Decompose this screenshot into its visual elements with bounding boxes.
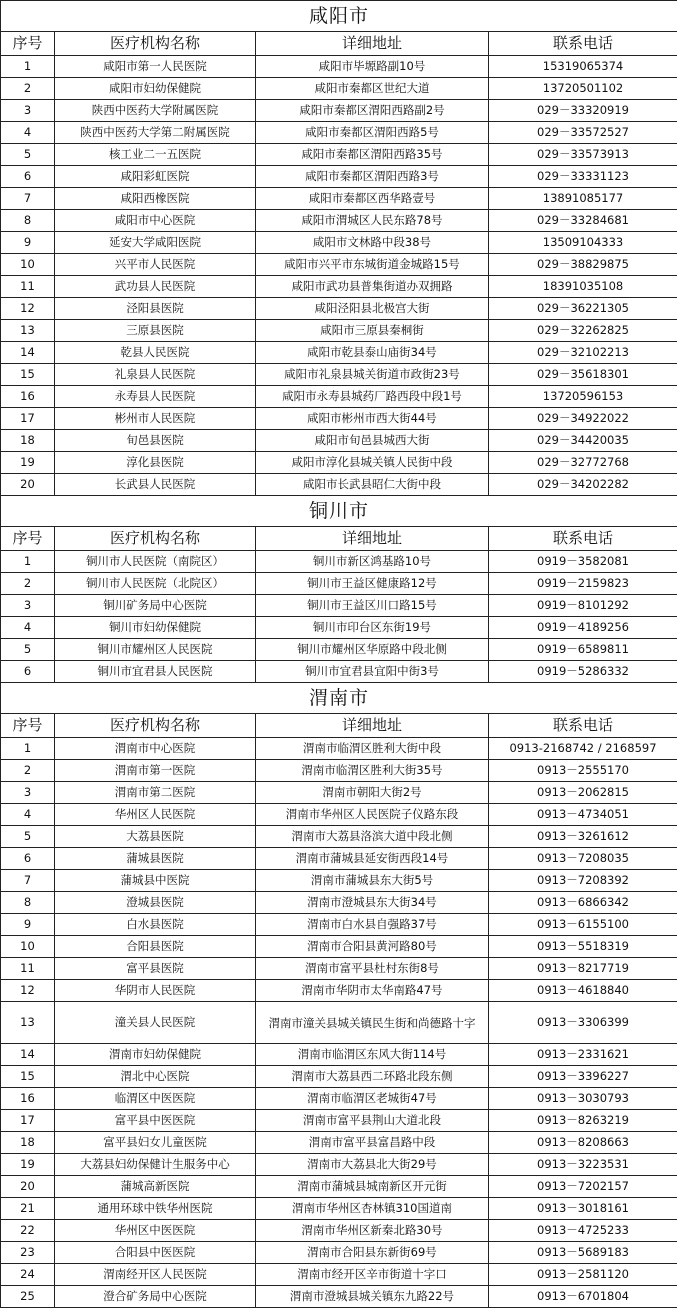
address-cell: 渭南市大荔县西二环路北段东侧 bbox=[256, 1066, 489, 1088]
phone-cell: 0913－4618840 bbox=[489, 980, 677, 1002]
table-row bbox=[1, 1132, 677, 1154]
table-row bbox=[1, 430, 677, 452]
header-address: 详细地址 bbox=[256, 32, 489, 56]
address-cell: 咸阳市秦都区西华路壹号 bbox=[256, 188, 489, 210]
table-row bbox=[1, 1176, 677, 1198]
hospital-name-cell: 铜川市宜君县人民医院 bbox=[55, 661, 256, 683]
header-address: 详细地址 bbox=[256, 527, 489, 551]
phone-cell: 0913－3261612 bbox=[489, 826, 677, 848]
phone-cell: 0913－3396227 bbox=[489, 1066, 677, 1088]
hospital-name-cell: 永寿县人民医院 bbox=[55, 386, 256, 408]
address-cell: 渭南市合阳县黄河路80号 bbox=[256, 936, 489, 958]
seq-cell: 17 bbox=[1, 1110, 55, 1132]
column-header-row bbox=[1, 527, 677, 551]
table-row bbox=[1, 144, 677, 166]
hospital-name-cell: 渭南市第一医院 bbox=[55, 760, 256, 782]
hospital-name-cell: 富平县妇女儿童医院 bbox=[55, 1132, 256, 1154]
phone-cell: 0913－2062815 bbox=[489, 782, 677, 804]
phone-cell: 029－34922022 bbox=[489, 408, 677, 430]
table-row bbox=[1, 386, 677, 408]
seq-cell: 1 bbox=[1, 551, 55, 573]
address-cell: 铜川市宜君县宜阳中街3号 bbox=[256, 661, 489, 683]
hospital-name-cell: 华州区人民医院 bbox=[55, 804, 256, 826]
address-cell: 咸阳市礼泉县城关街道市政街23号 bbox=[256, 364, 489, 386]
column-header-row bbox=[1, 714, 677, 738]
address-cell: 渭南市合阳县东新街69号 bbox=[256, 1242, 489, 1264]
table-row bbox=[1, 452, 677, 474]
hospital-name-cell: 泾阳县医院 bbox=[55, 298, 256, 320]
table-row bbox=[1, 551, 677, 573]
hospital-name-cell: 白水县医院 bbox=[55, 914, 256, 936]
seq-cell: 8 bbox=[1, 210, 55, 232]
seq-cell: 23 bbox=[1, 1242, 55, 1264]
hospital-name-cell: 兴平市人民医院 bbox=[55, 254, 256, 276]
hospital-name-cell: 旬邑县医院 bbox=[55, 430, 256, 452]
table-row bbox=[1, 617, 677, 639]
city-title-row bbox=[1, 683, 677, 714]
phone-cell: 029－33320919 bbox=[489, 100, 677, 122]
table-row bbox=[1, 342, 677, 364]
table-row bbox=[1, 56, 677, 78]
phone-cell: 0919－2159823 bbox=[489, 573, 677, 595]
hospital-name-cell: 通用环球中铁华州医院 bbox=[55, 1198, 256, 1220]
table-row bbox=[1, 364, 677, 386]
table-row bbox=[1, 1110, 677, 1132]
phone-cell: 0913－2555170 bbox=[489, 760, 677, 782]
hospital-name-cell: 渭南市第二医院 bbox=[55, 782, 256, 804]
phone-cell: 0913－5689183 bbox=[489, 1242, 677, 1264]
phone-cell: 029－35618301 bbox=[489, 364, 677, 386]
address-cell: 咸阳市渭城区人民东路78号 bbox=[256, 210, 489, 232]
seq-cell: 5 bbox=[1, 826, 55, 848]
table-row bbox=[1, 122, 677, 144]
table-row bbox=[1, 914, 677, 936]
phone-cell: 0913－8217719 bbox=[489, 958, 677, 980]
table-row bbox=[1, 276, 677, 298]
phone-cell: 0913－3018161 bbox=[489, 1198, 677, 1220]
phone-cell: 0919－6589811 bbox=[489, 639, 677, 661]
table-row bbox=[1, 254, 677, 276]
hospital-name-cell: 铜川市耀州区人民医院 bbox=[55, 639, 256, 661]
phone-cell: 0913－3223531 bbox=[489, 1154, 677, 1176]
hospital-name-cell: 咸阳市中心医院 bbox=[55, 210, 256, 232]
table-row bbox=[1, 232, 677, 254]
phone-cell: 0913－7208392 bbox=[489, 870, 677, 892]
seq-cell: 14 bbox=[1, 1044, 55, 1066]
header-name: 医疗机构名称 bbox=[55, 527, 256, 551]
address-cell: 咸阳市旬邑县城西大街 bbox=[256, 430, 489, 452]
address-cell: 铜川市耀州区华原路中段北侧 bbox=[256, 639, 489, 661]
seq-cell: 13 bbox=[1, 1002, 55, 1044]
hospital-name-cell: 大荔县医院 bbox=[55, 826, 256, 848]
column-header-row bbox=[1, 32, 677, 56]
table-row bbox=[1, 892, 677, 914]
hospital-name-cell: 华阴市人民医院 bbox=[55, 980, 256, 1002]
table-row bbox=[1, 760, 677, 782]
address-cell: 铜川市印台区东街19号 bbox=[256, 617, 489, 639]
address-cell: 渭南市临渭区东风大街114号 bbox=[256, 1044, 489, 1066]
address-cell: 咸阳市乾县泰山庙街34号 bbox=[256, 342, 489, 364]
phone-cell: 029－33573913 bbox=[489, 144, 677, 166]
address-cell: 咸阳市毕塬路副10号 bbox=[256, 56, 489, 78]
seq-cell: 7 bbox=[1, 870, 55, 892]
address-cell: 咸阳市秦都区渭阳西路5号 bbox=[256, 122, 489, 144]
phone-cell: 0913－8208663 bbox=[489, 1132, 677, 1154]
table-row bbox=[1, 738, 677, 760]
seq-cell: 1 bbox=[1, 56, 55, 78]
address-cell: 铜川市新区鸿基路10号 bbox=[256, 551, 489, 573]
address-cell: 咸阳市兴平市东城街道金城路15号 bbox=[256, 254, 489, 276]
header-phone: 联系电话 bbox=[489, 714, 677, 738]
seq-cell: 16 bbox=[1, 1088, 55, 1110]
phone-cell: 029－33331123 bbox=[489, 166, 677, 188]
seq-cell: 13 bbox=[1, 320, 55, 342]
address-cell: 渭南市潼关县城关镇民生街和尚德路十字 bbox=[256, 1002, 489, 1044]
hospital-name-cell: 渭南经开区人民医院 bbox=[55, 1264, 256, 1286]
hospital-name-cell: 澄合矿务局中心医院 bbox=[55, 1286, 256, 1308]
hospital-name-cell: 澄城县医院 bbox=[55, 892, 256, 914]
seq-cell: 15 bbox=[1, 1066, 55, 1088]
table-row bbox=[1, 573, 677, 595]
address-cell: 咸阳市永寿县城药厂路西段中段1号 bbox=[256, 386, 489, 408]
table-row bbox=[1, 1286, 677, 1308]
address-cell: 渭南市大荔县北大街29号 bbox=[256, 1154, 489, 1176]
phone-cell: 0913－6866342 bbox=[489, 892, 677, 914]
table-row bbox=[1, 166, 677, 188]
seq-cell: 21 bbox=[1, 1198, 55, 1220]
hospital-name-cell: 蒲城县医院 bbox=[55, 848, 256, 870]
seq-cell: 16 bbox=[1, 386, 55, 408]
seq-cell: 24 bbox=[1, 1264, 55, 1286]
table-row bbox=[1, 210, 677, 232]
seq-cell: 18 bbox=[1, 1132, 55, 1154]
seq-cell: 11 bbox=[1, 958, 55, 980]
address-cell: 铜川市王益区健康路12号 bbox=[256, 573, 489, 595]
phone-cell: 13509104333 bbox=[489, 232, 677, 254]
hospital-name-cell: 延安大学咸阳医院 bbox=[55, 232, 256, 254]
address-cell: 咸阳市长武县昭仁大街中段 bbox=[256, 474, 489, 496]
phone-cell: 029－33284681 bbox=[489, 210, 677, 232]
table-row bbox=[1, 1154, 677, 1176]
address-cell: 渭南市富平县富昌路中段 bbox=[256, 1132, 489, 1154]
table-row bbox=[1, 298, 677, 320]
address-cell: 渭南市蒲城县城南新区开元街 bbox=[256, 1176, 489, 1198]
table-row bbox=[1, 936, 677, 958]
header-seq: 序号 bbox=[1, 714, 55, 738]
phone-cell: 13720501102 bbox=[489, 78, 677, 100]
address-cell: 渭南市蒲城县延安街西段14号 bbox=[256, 848, 489, 870]
table-row bbox=[1, 1066, 677, 1088]
address-cell: 渭南市华州区人民医院子仪路东段 bbox=[256, 804, 489, 826]
address-cell: 渭南市白水县自强路37号 bbox=[256, 914, 489, 936]
city-title-row bbox=[1, 1, 677, 32]
seq-cell: 6 bbox=[1, 166, 55, 188]
phone-cell: 0913－2331621 bbox=[489, 1044, 677, 1066]
phone-cell: 029－36221305 bbox=[489, 298, 677, 320]
seq-cell: 6 bbox=[1, 661, 55, 683]
phone-cell: 18391035108 bbox=[489, 276, 677, 298]
address-cell: 渭南市富平县荆山大道北段 bbox=[256, 1110, 489, 1132]
seq-cell: 1 bbox=[1, 738, 55, 760]
address-cell: 咸阳市秦都区渭阳西路副2号 bbox=[256, 100, 489, 122]
seq-cell: 14 bbox=[1, 342, 55, 364]
hospital-name-cell: 合阳县医院 bbox=[55, 936, 256, 958]
hospital-name-cell: 铜川市妇幼保健院 bbox=[55, 617, 256, 639]
address-cell: 渭南市华州区杏林镇310国道南 bbox=[256, 1198, 489, 1220]
table-row bbox=[1, 595, 677, 617]
header-address: 详细地址 bbox=[256, 714, 489, 738]
seq-cell: 20 bbox=[1, 1176, 55, 1198]
header-phone: 联系电话 bbox=[489, 32, 677, 56]
table-row bbox=[1, 782, 677, 804]
seq-cell: 7 bbox=[1, 188, 55, 210]
phone-cell: 0913－7202157 bbox=[489, 1176, 677, 1198]
phone-cell: 0913－3030793 bbox=[489, 1088, 677, 1110]
seq-cell: 15 bbox=[1, 364, 55, 386]
seq-cell: 25 bbox=[1, 1286, 55, 1308]
hospital-name-cell: 富平县医院 bbox=[55, 958, 256, 980]
seq-cell: 10 bbox=[1, 254, 55, 276]
table-row bbox=[1, 100, 677, 122]
phone-cell: 13891085177 bbox=[489, 188, 677, 210]
table-row bbox=[1, 804, 677, 826]
hospital-name-cell: 铜川矿务局中心医院 bbox=[55, 595, 256, 617]
address-cell: 渭南市蒲城县东大街5号 bbox=[256, 870, 489, 892]
address-cell: 咸阳泾阳县北极宫大街 bbox=[256, 298, 489, 320]
hospital-name-cell: 大荔县妇幼保健计生服务中心 bbox=[55, 1154, 256, 1176]
hospital-name-cell: 三原县医院 bbox=[55, 320, 256, 342]
seq-cell: 18 bbox=[1, 430, 55, 452]
seq-cell: 6 bbox=[1, 848, 55, 870]
seq-cell: 3 bbox=[1, 782, 55, 804]
phone-cell: 0913－4725233 bbox=[489, 1220, 677, 1242]
hospital-name-cell: 蒲城县中医院 bbox=[55, 870, 256, 892]
table-row bbox=[1, 980, 677, 1002]
phone-cell: 029－33572527 bbox=[489, 122, 677, 144]
seq-cell: 4 bbox=[1, 122, 55, 144]
table-row bbox=[1, 639, 677, 661]
phone-cell: 0913－8263219 bbox=[489, 1110, 677, 1132]
seq-cell: 12 bbox=[1, 298, 55, 320]
table-row bbox=[1, 661, 677, 683]
header-name: 医疗机构名称 bbox=[55, 714, 256, 738]
phone-cell: 13720596153 bbox=[489, 386, 677, 408]
table-row bbox=[1, 1220, 677, 1242]
address-cell: 渭南市临渭区胜利大街35号 bbox=[256, 760, 489, 782]
seq-cell: 19 bbox=[1, 452, 55, 474]
hospital-name-cell: 铜川市人民医院（北院区） bbox=[55, 573, 256, 595]
hospital-name-cell: 咸阳市妇幼保健院 bbox=[55, 78, 256, 100]
seq-cell: 12 bbox=[1, 980, 55, 1002]
phone-cell: 029－32772768 bbox=[489, 452, 677, 474]
table-row bbox=[1, 1044, 677, 1066]
address-cell: 渭南市大荔县洛滨大道中段北侧 bbox=[256, 826, 489, 848]
header-name: 医疗机构名称 bbox=[55, 32, 256, 56]
hospital-name-cell: 合阳县中医医院 bbox=[55, 1242, 256, 1264]
address-cell: 渭南市澄城县东大街34号 bbox=[256, 892, 489, 914]
seq-cell: 2 bbox=[1, 78, 55, 100]
address-cell: 咸阳市三原县秦桐街 bbox=[256, 320, 489, 342]
seq-cell: 10 bbox=[1, 936, 55, 958]
hospital-name-cell: 陕西中医药大学附属医院 bbox=[55, 100, 256, 122]
table-row bbox=[1, 848, 677, 870]
table-row bbox=[1, 408, 677, 430]
seq-cell: 20 bbox=[1, 474, 55, 496]
seq-cell: 2 bbox=[1, 760, 55, 782]
phone-cell: 029－34202282 bbox=[489, 474, 677, 496]
hospital-name-cell: 礼泉县人民医院 bbox=[55, 364, 256, 386]
table-row bbox=[1, 958, 677, 980]
address-cell: 渭南市朝阳大街2号 bbox=[256, 782, 489, 804]
table-row bbox=[1, 826, 677, 848]
phone-cell: 15319065374 bbox=[489, 56, 677, 78]
hospital-name-cell: 蒲城高新医院 bbox=[55, 1176, 256, 1198]
city-title: 渭南市 bbox=[1, 683, 677, 714]
address-cell: 渭南市临渭区老城街47号 bbox=[256, 1088, 489, 1110]
address-cell: 渭南市富平县杜村东街8号 bbox=[256, 958, 489, 980]
phone-cell: 0913－3306399 bbox=[489, 1002, 677, 1044]
phone-cell: 029－38829875 bbox=[489, 254, 677, 276]
phone-cell: 0913－7208035 bbox=[489, 848, 677, 870]
address-cell: 咸阳市秦都区渭阳西路35号 bbox=[256, 144, 489, 166]
hospital-name-cell: 陕西中医药大学第二附属医院 bbox=[55, 122, 256, 144]
table-row bbox=[1, 78, 677, 100]
address-cell: 咸阳市秦都区渭阳西路3号 bbox=[256, 166, 489, 188]
address-cell: 咸阳市武功县普集街道办双拥路 bbox=[256, 276, 489, 298]
seq-cell: 4 bbox=[1, 617, 55, 639]
address-cell: 咸阳市彬州市西大街44号 bbox=[256, 408, 489, 430]
hospital-name-cell: 彬州市人民医院 bbox=[55, 408, 256, 430]
header-seq: 序号 bbox=[1, 527, 55, 551]
hospital-name-cell: 武功县人民医院 bbox=[55, 276, 256, 298]
hospital-name-cell: 核工业二一五医院 bbox=[55, 144, 256, 166]
hospital-name-cell: 乾县人民医院 bbox=[55, 342, 256, 364]
hospital-name-cell: 长武县人民医院 bbox=[55, 474, 256, 496]
hospital-name-cell: 渭南市妇幼保健院 bbox=[55, 1044, 256, 1066]
phone-cell: 0919－4189256 bbox=[489, 617, 677, 639]
phone-cell: 029－34420035 bbox=[489, 430, 677, 452]
phone-cell: 0913－6701804 bbox=[489, 1286, 677, 1308]
seq-cell: 4 bbox=[1, 804, 55, 826]
city-title-row bbox=[1, 496, 677, 527]
phone-cell: 0919－8101292 bbox=[489, 595, 677, 617]
seq-cell: 5 bbox=[1, 144, 55, 166]
phone-cell: 029－32102213 bbox=[489, 342, 677, 364]
city-title: 铜川市 bbox=[1, 496, 677, 527]
table-row bbox=[1, 1198, 677, 1220]
address-cell: 咸阳市文林路中段38号 bbox=[256, 232, 489, 254]
table-row bbox=[1, 474, 677, 496]
table-row bbox=[1, 188, 677, 210]
seq-cell: 17 bbox=[1, 408, 55, 430]
hospital-name-cell: 华州区中医医院 bbox=[55, 1220, 256, 1242]
phone-cell: 0913-2168742 / 2168597 bbox=[489, 738, 677, 760]
hospital-name-cell: 渭南市中心医院 bbox=[55, 738, 256, 760]
phone-cell: 0913－4734051 bbox=[489, 804, 677, 826]
phone-cell: 0919－5286332 bbox=[489, 661, 677, 683]
hospital-name-cell: 咸阳西橡医院 bbox=[55, 188, 256, 210]
address-cell: 渭南市华阴市太华南路47号 bbox=[256, 980, 489, 1002]
city-title: 咸阳市 bbox=[1, 1, 677, 32]
hospital-name-cell: 咸阳彩虹医院 bbox=[55, 166, 256, 188]
hospital-name-cell: 淳化县医院 bbox=[55, 452, 256, 474]
phone-cell: 0913－5518319 bbox=[489, 936, 677, 958]
seq-cell: 2 bbox=[1, 573, 55, 595]
hospital-name-cell: 潼关县人民医院 bbox=[55, 1002, 256, 1044]
phone-cell: 029－32262825 bbox=[489, 320, 677, 342]
seq-cell: 3 bbox=[1, 100, 55, 122]
seq-cell: 9 bbox=[1, 914, 55, 936]
phone-cell: 0919－3582081 bbox=[489, 551, 677, 573]
seq-cell: 3 bbox=[1, 595, 55, 617]
address-cell: 咸阳市淳化县城关镇人民街中段 bbox=[256, 452, 489, 474]
address-cell: 铜川市王益区川口路15号 bbox=[256, 595, 489, 617]
seq-cell: 5 bbox=[1, 639, 55, 661]
seq-cell: 19 bbox=[1, 1154, 55, 1176]
address-cell: 渭南市华州区新秦北路30号 bbox=[256, 1220, 489, 1242]
address-cell: 渭南市澄城县城关镇东九路22号 bbox=[256, 1286, 489, 1308]
seq-cell: 11 bbox=[1, 276, 55, 298]
hospital-name-cell: 渭北中心医院 bbox=[55, 1066, 256, 1088]
hospital-name-cell: 铜川市人民医院（南院区） bbox=[55, 551, 256, 573]
table-row bbox=[1, 1002, 677, 1044]
table-row bbox=[1, 1264, 677, 1286]
table-row bbox=[1, 320, 677, 342]
phone-cell: 0913－2581120 bbox=[489, 1264, 677, 1286]
seq-cell: 8 bbox=[1, 892, 55, 914]
seq-cell: 22 bbox=[1, 1220, 55, 1242]
header-phone: 联系电话 bbox=[489, 527, 677, 551]
phone-cell: 0913－6155100 bbox=[489, 914, 677, 936]
address-cell: 渭南市经开区辛市街道十字口 bbox=[256, 1264, 489, 1286]
hospital-name-cell: 临渭区中医医院 bbox=[55, 1088, 256, 1110]
table-row bbox=[1, 870, 677, 892]
hospital-name-cell: 富平县中医医院 bbox=[55, 1110, 256, 1132]
seq-cell: 9 bbox=[1, 232, 55, 254]
address-cell: 渭南市临渭区胜利大街中段 bbox=[256, 738, 489, 760]
header-seq: 序号 bbox=[1, 32, 55, 56]
hospital-name-cell: 咸阳市第一人民医院 bbox=[55, 56, 256, 78]
table-row bbox=[1, 1088, 677, 1110]
table-row bbox=[1, 1242, 677, 1264]
address-cell: 咸阳市秦都区世纪大道 bbox=[256, 78, 489, 100]
